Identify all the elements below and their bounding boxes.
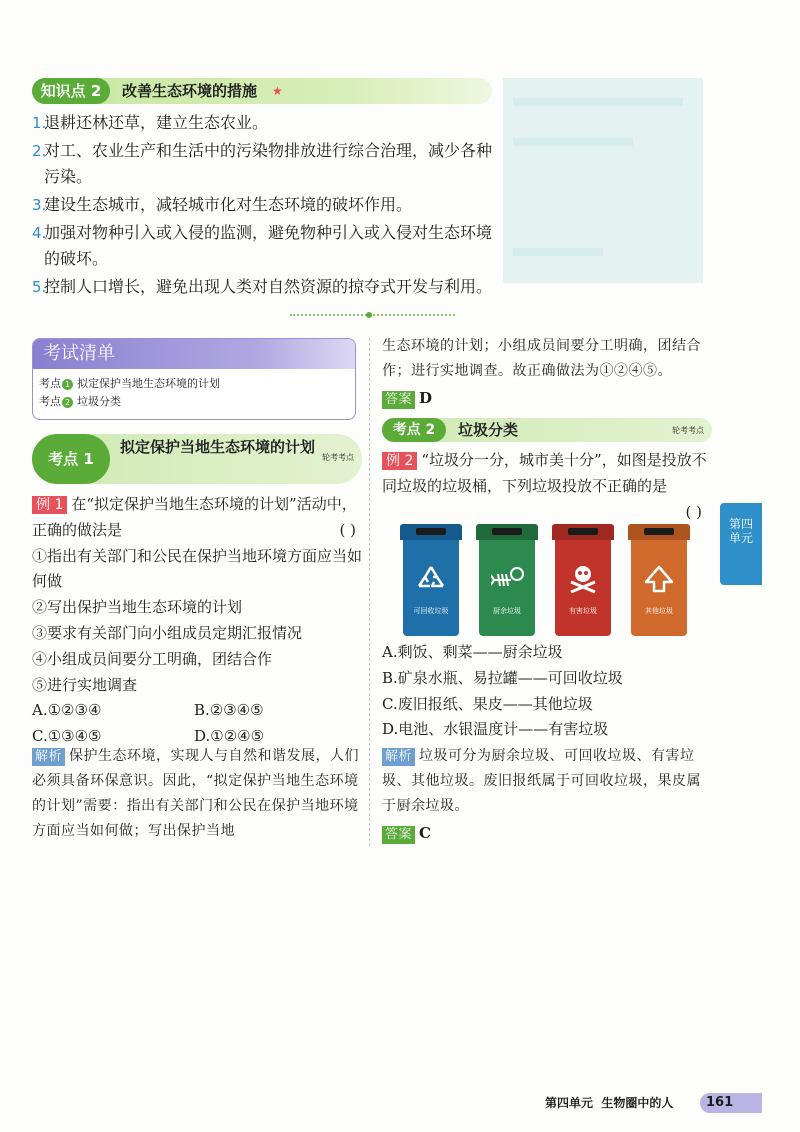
analysis-text: 保护生态环境，实现人与自然和谐发展，人们必须具备环保意识。因此，“拟定保护当地生态环境的计划”需要：指出有关部门和公民在保护当地环境方面应当如何做；写出保护当地 bbox=[32, 748, 360, 839]
exam-checklist-title: 考试清单 bbox=[33, 339, 355, 369]
recycle-icon bbox=[415, 564, 447, 594]
bin-label: 厨余垃圾 bbox=[493, 607, 521, 615]
bin-slot bbox=[568, 528, 598, 535]
example-tag: 例 1 bbox=[32, 496, 67, 514]
question-text: 在“拟定保护当地生态环境的计划”活动中，正确的做法是 bbox=[32, 495, 357, 539]
option: B.矿泉水瓶、易拉罐——可回收垃圾 bbox=[382, 668, 623, 687]
skull-icon bbox=[567, 564, 599, 594]
answer-value: C bbox=[419, 824, 432, 842]
item-number: 4. bbox=[32, 224, 47, 242]
bin-slot bbox=[644, 528, 674, 535]
option: D.电池、水银温度计——有害垃圾 bbox=[382, 720, 609, 739]
answer-value: D bbox=[419, 389, 433, 407]
fishbone-icon bbox=[491, 564, 525, 594]
checklist-row bbox=[33, 393, 355, 411]
knowledge-point-title: 改善生态环境的措施 bbox=[122, 82, 258, 100]
checklist-text: 垃圾分类 bbox=[77, 395, 121, 408]
option: A.①②③④ bbox=[32, 701, 102, 720]
knowledge-point-tag: 知识点 2 bbox=[32, 78, 110, 104]
checklist-text: 拟定保护当地生态环境的计划 bbox=[77, 377, 220, 390]
bin-label: 有害垃圾 bbox=[569, 607, 597, 615]
notes-line bbox=[513, 98, 683, 106]
list-item bbox=[32, 220, 502, 272]
item-number: 3. bbox=[32, 196, 47, 214]
example-tag: 例 2 bbox=[382, 452, 417, 470]
footer-unit: 第四单元 bbox=[545, 1096, 594, 1110]
bin-label: 其他垃圾 bbox=[645, 607, 673, 615]
hot-label: 轮考考点 bbox=[322, 453, 354, 462]
item-text: 建设生态城市，减轻城市化对生态环境的破坏作用。 bbox=[44, 195, 413, 214]
other-waste-bin bbox=[628, 524, 690, 636]
unit-side-tab bbox=[720, 503, 762, 585]
divider-dot bbox=[366, 312, 372, 318]
checklist-row bbox=[33, 375, 355, 393]
exam-point-tag: 考点 1 bbox=[32, 434, 110, 484]
notes-line bbox=[513, 138, 633, 146]
side-tab-text: 第四 bbox=[728, 517, 753, 531]
food-waste-bin bbox=[476, 524, 538, 636]
statement: ①指出有关部门和公民在保护当地环境方面应当如何做 bbox=[32, 546, 363, 591]
example-1 bbox=[32, 492, 362, 750]
example-2-options bbox=[382, 640, 708, 743]
example-question bbox=[32, 492, 362, 544]
analysis-text: 生态环境的计划；小组成员间要分工明确，团结合作；进行实地调查。故正确做法为①②④⑤。 bbox=[382, 338, 701, 379]
item-text: 退耕还林还草，建立生态农业。 bbox=[44, 113, 269, 132]
answer-blank: ( ) bbox=[339, 520, 356, 539]
item-text: 控制人口增长，避免出现人类对自然资源的掠夺式开发与利用。 bbox=[44, 277, 493, 296]
knowledge-point-header bbox=[32, 78, 492, 104]
option: D.①②④⑤ bbox=[194, 727, 265, 746]
answer-tag: 答案 bbox=[382, 391, 415, 409]
bin-slot bbox=[416, 528, 446, 535]
exam-point-title: 垃圾分类 bbox=[458, 421, 519, 439]
footer-chapter: 生物圈中的人 bbox=[601, 1096, 674, 1110]
section-divider bbox=[290, 314, 455, 318]
trash-bins-figure bbox=[400, 524, 690, 636]
number-badge: 1 bbox=[62, 379, 73, 390]
column-divider bbox=[369, 338, 370, 846]
exam-point-title: 拟定保护当地生态环境的计划 bbox=[120, 438, 316, 456]
list-item bbox=[32, 192, 502, 218]
list-item bbox=[32, 110, 502, 136]
answer-blank: ( ) bbox=[685, 502, 702, 521]
list-item bbox=[32, 138, 502, 190]
page-footer bbox=[545, 1093, 673, 1113]
exam-point-2-header bbox=[382, 418, 712, 442]
answer-tag: 答案 bbox=[382, 826, 415, 844]
statement: ④小组成员间要分工明确，团结合作 bbox=[32, 649, 273, 668]
analysis-tag: 解析 bbox=[382, 748, 415, 766]
side-tab-text: 单元 bbox=[728, 531, 753, 545]
knowledge-list bbox=[32, 110, 502, 302]
arrow-icon bbox=[643, 564, 675, 594]
option: C.①③④⑤ bbox=[32, 727, 102, 746]
checklist-prefix: 考点 bbox=[39, 377, 61, 390]
checklist-prefix: 考点 bbox=[39, 395, 61, 408]
page-number: 161 bbox=[700, 1093, 762, 1113]
options-row bbox=[32, 698, 362, 724]
statement: ③要求有关部门向小组成员定期汇报情况 bbox=[32, 623, 303, 642]
example-2 bbox=[382, 448, 708, 525]
number-badge: 2 bbox=[62, 397, 73, 408]
analysis-2 bbox=[382, 744, 712, 847]
statement: ②写出保护当地生态环境的计划 bbox=[32, 598, 243, 617]
item-text: 对工、农业生产和生活中的污染物排放进行综合治理，减少各种污染。 bbox=[44, 141, 493, 186]
exam-point-1-header bbox=[32, 434, 362, 484]
statement: ⑤进行实地调查 bbox=[32, 675, 138, 694]
analysis-text: 垃圾可分为厨余垃圾、可回收垃圾、有害垃圾、其他垃圾。废旧报纸属于可回收垃圾，果皮属于厨余垃圾。 bbox=[382, 748, 701, 814]
analysis-1-continued bbox=[382, 334, 712, 412]
option: B.②③④⑤ bbox=[194, 701, 264, 720]
list-item bbox=[32, 274, 502, 300]
hot-label: 轮考考点 bbox=[672, 426, 704, 435]
notes-panel bbox=[503, 78, 703, 283]
option: C.废旧报纸、果皮——其他垃圾 bbox=[382, 694, 593, 713]
analysis-1 bbox=[32, 744, 362, 844]
item-number: 1. bbox=[32, 114, 47, 132]
exam-checklist bbox=[32, 338, 356, 420]
option: A.剩饭、剩菜——厨余垃圾 bbox=[382, 643, 563, 661]
hazardous-bin bbox=[552, 524, 614, 636]
item-text: 加强对物种引入或入侵的监测，避免物种引入或入侵对生态环境的破坏。 bbox=[44, 223, 493, 268]
item-number: 5. bbox=[32, 278, 47, 296]
question-text: “垃圾分一分，城市美十分”，如图是投放不同垃圾的垃圾桶，下列垃圾投放不正确的是 bbox=[382, 451, 707, 495]
star-icon: ★ bbox=[272, 84, 283, 98]
notes-line bbox=[513, 248, 603, 256]
bin-label: 可回收垃圾 bbox=[413, 607, 449, 615]
bin-slot bbox=[492, 528, 522, 535]
exam-point-tag: 考点 2 bbox=[382, 418, 446, 442]
item-number: 2. bbox=[32, 142, 47, 160]
analysis-tag: 解析 bbox=[32, 748, 65, 766]
recycle-bin bbox=[400, 524, 462, 636]
